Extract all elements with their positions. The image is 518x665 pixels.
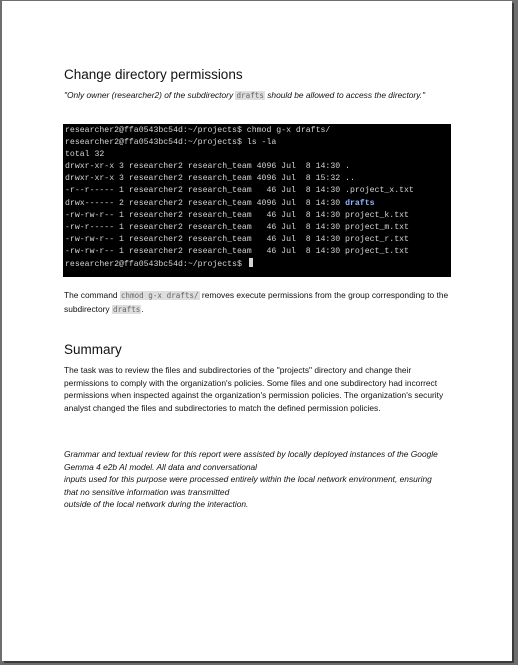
terminal-line [63, 161, 451, 173]
terminal-line [63, 234, 451, 246]
explanation-text-before: The command [64, 290, 120, 300]
terminal-line [63, 246, 451, 258]
explanation-text-middle: removes execute permissions from the group corresponding to the subdirectory [64, 290, 449, 314]
ai-disclaimer [64, 448, 444, 511]
quote-text-after: should be allowed to access the directory." [264, 90, 426, 100]
quote-text-before: "Only owner (researcher2) of the subdirectory [64, 90, 236, 100]
terminal-line-text: drwxr-xr-x 3 researcher2 research_team 4096 Jul 8 15:32 .. [65, 174, 355, 184]
disclaimer-line-3: outside of the local network during the interaction. [64, 499, 249, 509]
terminal-line [63, 222, 451, 234]
document-page [2, 1, 512, 661]
inline-code-directory: drafts [112, 304, 141, 314]
terminal-line [63, 173, 451, 185]
disclaimer-line-1: Grammar and textual review for this report were assisted by locally deployed instances of the Google Gemma 4 e2b AI model. All data and conversational [64, 449, 438, 472]
terminal-line [63, 149, 451, 161]
terminal-line-text: -r--r----- 1 researcher2 research_team 46 Jul 8 14:30 .project_x.txt [65, 186, 414, 196]
explanation-text-after: . [141, 303, 144, 314]
terminal-line [63, 137, 451, 149]
terminal-line-text: researcher2@ffa0543bc54d:~/projects$ [65, 260, 247, 270]
terminal-line [63, 185, 451, 197]
terminal-line-text: researcher2@ffa0543bc54d:~/projects$ ls -la [65, 138, 277, 148]
policy-quote [64, 89, 434, 103]
disclaimer-line-2: inputs used for this purpose were processed entirely within the local network environment, ensuring that no sensitive information was transmitted [64, 474, 432, 497]
quote-inline-code: drafts [236, 91, 264, 100]
terminal-line-text: -rw-rw-r-- 1 researcher2 research_team 46 Jul 8 14:30 project_k.txt [65, 210, 409, 220]
terminal-line [63, 258, 451, 270]
section-heading-summary: Summary [64, 342, 122, 357]
terminal-line-text: -rw-rw-r-- 1 researcher2 research_team 46 Jul 8 14:30 project_r.txt [65, 234, 409, 244]
terminal-directory-name: drafts [345, 198, 375, 208]
terminal-line-text: researcher2@ffa0543bc54d:~/projects$ chmod g-x drafts/ [65, 126, 331, 135]
terminal-line [63, 198, 451, 210]
section-heading-permissions: Change directory permissions [64, 67, 243, 82]
terminal-line-text: drwx------ 2 researcher2 research_team 4096 Jul 8 14:30 [65, 198, 346, 208]
terminal-screenshot [63, 124, 451, 277]
inline-code-command: chmod g-x drafts/ [120, 291, 199, 300]
terminal-line-text: -rw-rw-r-- 1 researcher2 research_team 46 Jul 8 14:30 project_t.txt [65, 246, 409, 256]
summary-paragraph: The task was to review the files and subdirectories of the "projects" directory and change their permissions to comply with the organization's policies. Some files and one subdirectory had incorrect permissions when inspected against the organization's permission policies. The organization's security analyst changed the files and subdirectories to match the defined permission policies. [64, 365, 444, 413]
terminal-line [63, 210, 451, 222]
terminal-line-text: -rw-r----- 1 researcher2 research_team 46 Jul 8 14:30 project_m.txt [65, 222, 409, 232]
terminal-cursor [249, 258, 253, 267]
command-explanation [64, 289, 449, 316]
terminal-line-text: drwxr-xr-x 3 researcher2 research_team 4096 Jul 8 14:30 . [65, 162, 350, 172]
terminal-line-text: total 32 [65, 150, 105, 160]
terminal-line [63, 125, 451, 137]
